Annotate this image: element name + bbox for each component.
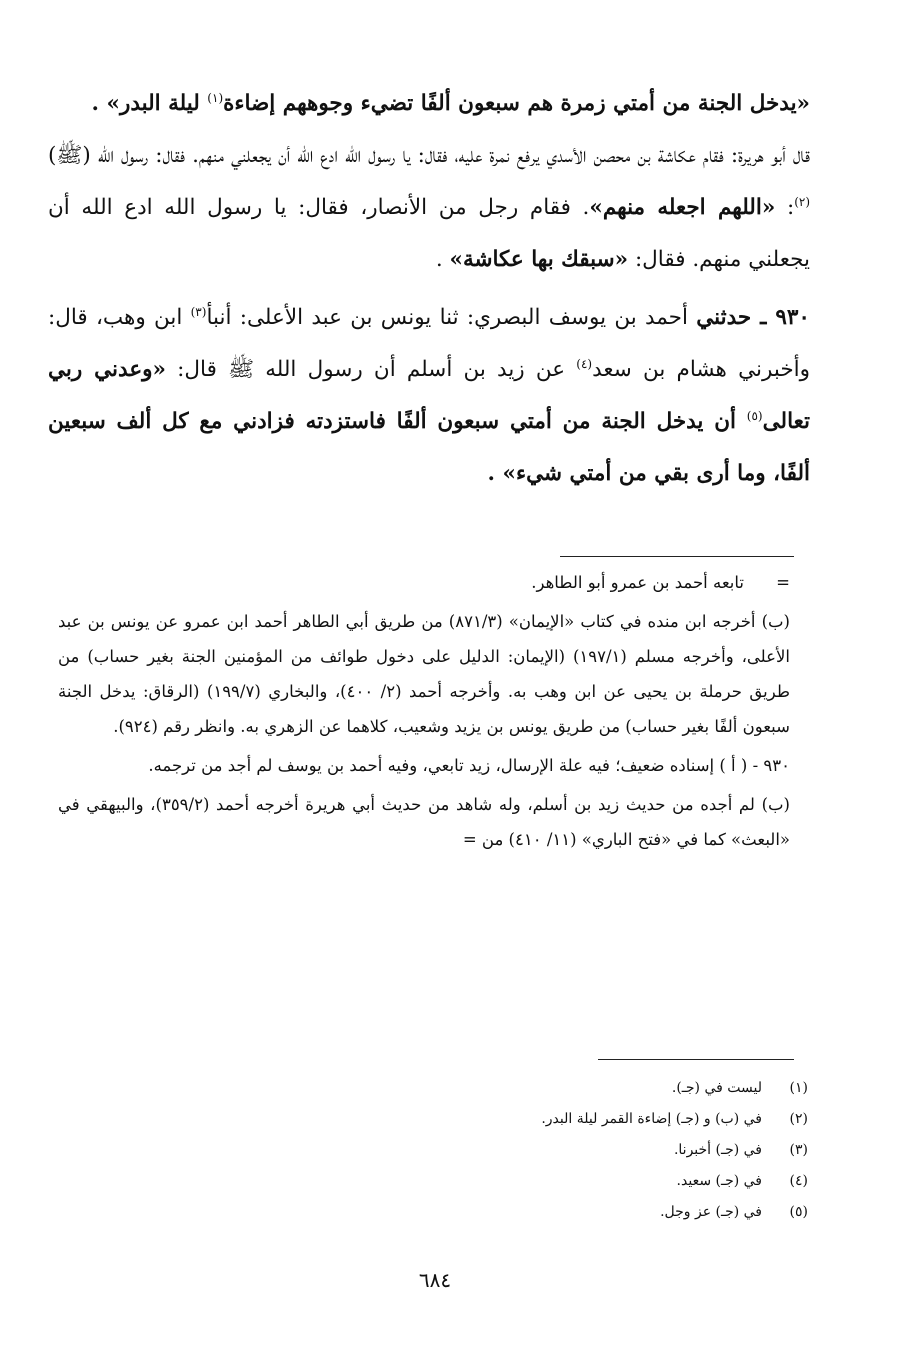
narration-text: . فقام رجل من الأنصار، فقال: يا رسول الله ادع الله أن يجعلني منهم. فقال: (48, 195, 810, 272)
footnote-item (320, 1197, 808, 1228)
commentary-b-paragraph: (ب) أخرجه ابن منده في كتاب «الإيمان» (٨٧١/٣) من طريق أبي الطاهر أحمد ابن عمرو عن يونس بن عبد الأعلى، وأخرجه مسلم (١٩٧/١) (الإيمان: الدليل على دخول طوائف من المؤمنين الجنة بغير حساب) من طريق حرملة بن يحيى عن ابن وهب به. وأخرجه أحمد (٢/ ٤٠٠)، والبخاري (١٩٩/٧) (الرقاق: يدخل الجنة سبعون ألفًا بغير حساب) من طريق يونس بن يزيد وشعيب، كلاهما عن الزهري به. وانظر رقم (٩٢٤). (58, 612, 791, 736)
hadith-text-continuation (48, 78, 810, 130)
footnote-number: (٣) (789, 1142, 808, 1158)
commentary-930-paragraph (58, 748, 790, 783)
commentary-text: ( أ ) إسناده ضعيف؛ فيه علة الإرسال، زيد تابعي، وفيه أحمد بن يوسف لم أجد من ترجمه. (148, 756, 748, 775)
footnote-item (320, 1073, 808, 1104)
isnad-text: عن زيد بن أسلم أن رسول الله ﷺ قال: (165, 357, 577, 382)
footnote-number: (٥) (789, 1204, 808, 1220)
page-number: ٦٨٤ (418, 1268, 452, 1292)
commentary-text: تابعه أحمد بن عمرو أبو الطاهر. (531, 573, 744, 592)
hadith-quote-end: ليلة البدر» . (91, 91, 208, 116)
footnote-item (320, 1135, 808, 1166)
main-text (48, 78, 810, 500)
commentary-continued (58, 565, 790, 600)
footnote-text: في (ب) و (جـ) إضاءة القمر ليلة البدر. (541, 1111, 762, 1127)
prophet-quote: «سبقك بها عكاشة» (449, 247, 629, 272)
continuation-marker: = (776, 573, 790, 592)
footnote-text: في (جـ) أخبرنا. (673, 1142, 762, 1158)
commentary-block (58, 565, 790, 857)
footnote-ref-1: (١) (207, 90, 224, 105)
footnote-item (320, 1166, 808, 1197)
footnote-item (320, 1104, 808, 1135)
footnotes (320, 1073, 808, 1228)
hadith-quote: «يدخل الجنة من أمتي زمرة هم سبعون ألفًا تضيء وجوههم إضاءة (223, 91, 810, 116)
hadith-quote: «وعدني ربي تعالى (48, 357, 810, 434)
footnote-number: (٢) (789, 1111, 808, 1127)
commentary-b2-paragraph: (ب) لم أجده من حديث زيد بن أسلم، وله شاهد من حديث أبي هريرة أخرجه أحمد (٣٥٩/٢)، والبيهقي في «البعث» كما في «فتح الباري» (١١/ ٤١٠) من = (58, 795, 790, 849)
hadith-number-heading: ٩٣٠ ـ حدثني (696, 305, 810, 330)
commentary-number: ٩٣٠ - (747, 756, 790, 775)
footnote-ref-2: (٢) (794, 194, 811, 209)
commentary-divider (560, 556, 794, 557)
footnote-text: ليست في (جـ). (671, 1080, 762, 1096)
isnad-text: أحمد بن يوسف البصري: ثنا يونس بن عبد الأعلى: أنبأ (206, 305, 697, 330)
narration-text: قال أبو هريرة: فقام عكاشة بن محصن الأسدي يرفع نمرة عليه، فقال: يا رسول الله ادع الله أن يجعلني منهم. فقال: رسول الله (ﷺ) (48, 143, 810, 168)
footnote-divider (598, 1059, 794, 1060)
narration-paragraph (48, 130, 810, 286)
hadith-quote: أن يدخل الجنة من أمتي سبعون ألفًا فاستزدته فزادني مع كل ألف سبعين ألفًا، وما أرى بقي من أمتي شيء» . (48, 409, 810, 486)
hadith-930 (48, 292, 810, 500)
footnote-text: في (جـ) سعيد. (676, 1173, 762, 1189)
footnote-number: (١) (789, 1080, 808, 1096)
footnote-text: في (جـ) عز وجل. (660, 1204, 762, 1220)
footnote-number: (٤) (789, 1173, 808, 1189)
prophet-quote: «اللهم اجعله منهم» (589, 195, 776, 220)
footnote-ref-4: (٤) (576, 356, 593, 371)
isnad-text: ابن وهب، قال: وأخبرني هشام بن سعد (48, 305, 810, 382)
narration-text: . (435, 247, 450, 272)
footnote-ref-5: (٥) (746, 408, 763, 423)
footnote-ref-3: (٣) (190, 304, 207, 319)
narration-text: : (775, 195, 795, 220)
